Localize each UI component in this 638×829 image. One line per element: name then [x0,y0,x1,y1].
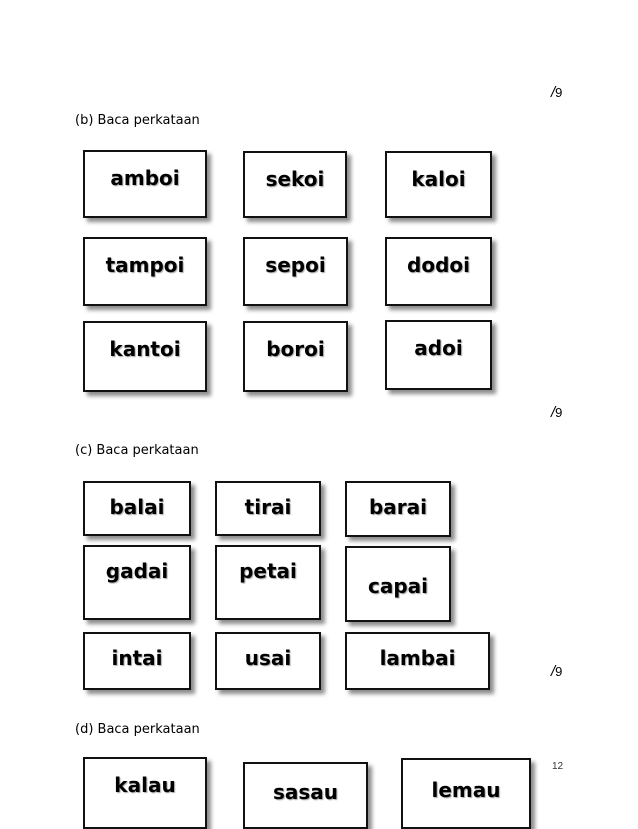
word-card: sepoi [243,237,348,306]
word-card: kaloi [385,151,492,218]
page-number: 12 [552,761,564,772]
word-card: capai [345,546,451,622]
word-card: balai [83,481,191,536]
word-card: petai [215,545,321,620]
score-marker: /9 [551,404,563,421]
word-card: boroi [243,321,348,392]
score-marker: /9 [551,84,563,101]
word-card: intai [83,632,191,690]
word-card: lambai [345,632,490,690]
word-card: kalau [83,757,207,829]
word-card: usai [215,632,321,690]
section-heading-b: (b) Baca perkataan [75,113,200,128]
word-card: gadai [83,545,191,620]
word-card: tirai [215,481,321,536]
word-card: adoi [385,320,492,390]
word-card: dodoi [385,237,492,306]
word-card: lemau [401,758,531,829]
word-card: amboi [83,150,207,218]
word-card: barai [345,481,451,537]
word-card: tampoi [83,237,207,306]
section-heading-d: (d) Baca perkataan [75,722,200,737]
section-heading-c: (c) Baca perkataan [75,443,199,458]
score-marker: /9 [551,663,563,680]
word-card: sekoi [243,151,347,218]
word-card: sasau [243,762,368,829]
word-card: kantoi [83,321,207,392]
